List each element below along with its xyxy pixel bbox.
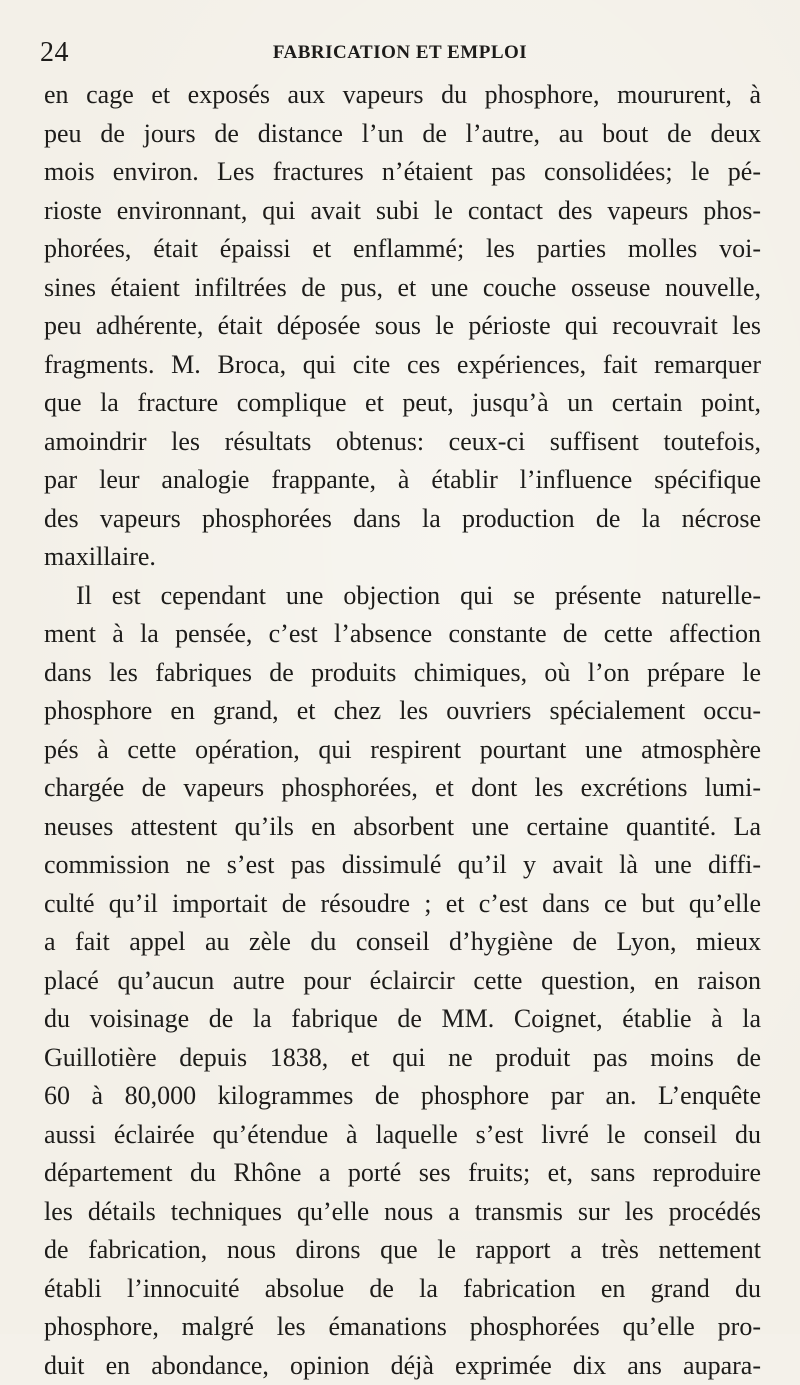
text-line: peu de jours de distance l’un de l’autre, au bout de deux	[44, 115, 761, 154]
text-line: les détails techniques qu’elle nous a transmis sur les procédés	[44, 1193, 761, 1232]
text-line: phorées, était épaissi et enflammé; les parties molles voi-	[44, 230, 761, 269]
paragraph	[44, 577, 761, 1385]
text-line: phosphore, malgré les émanations phosphorées qu’elle pro-	[44, 1308, 761, 1347]
text-line: chargée de vapeurs phosphorées, et dont les excrétions lumi-	[44, 769, 761, 808]
text-line: rioste environnant, qui avait subi le contact des vapeurs phos-	[44, 192, 761, 231]
text-line: peu adhérente, était déposée sous le périoste qui recouvrait les	[44, 307, 761, 346]
text-line: 60 à 80,000 kilogrammes de phosphore par an. L’enquête	[44, 1077, 761, 1116]
text-line: établi l’innocuité absolue de la fabrication en grand du	[44, 1270, 761, 1309]
text-line: neuses attestent qu’ils en absorbent une certaine quantité. La	[44, 808, 761, 847]
text-line: aussi éclairée qu’étendue à laquelle s’est livré le conseil du	[44, 1116, 761, 1155]
text-line: duit en abondance, opinion déjà exprimée dix ans aupara-	[44, 1347, 761, 1385]
text-line: Il est cependant une objection qui se présente naturelle-	[44, 577, 761, 616]
text-line: culté qu’il importait de résoudre ; et c’est dans ce but qu’elle	[44, 885, 761, 924]
text-line: des vapeurs phosphorées dans la production de la nécrose	[44, 500, 761, 539]
text-line: du voisinage de la fabrique de MM. Coignet, établie à la	[44, 1000, 761, 1039]
paragraph	[44, 76, 761, 577]
text-line: Guillotière depuis 1838, et qui ne produit pas moins de	[44, 1039, 761, 1078]
text-line: en cage et exposés aux vapeurs du phosphore, moururent, à	[44, 76, 761, 115]
text-line: dans les fabriques de produits chimiques, où l’on prépare le	[44, 654, 761, 693]
text-line: que la fracture complique et peut, jusqu’à un certain point,	[44, 384, 761, 423]
text-line: placé qu’aucun autre pour éclaircir cette question, en raison	[44, 962, 761, 1001]
page-header	[40, 36, 760, 70]
text-line: fragments. M. Broca, qui cite ces expériences, fait remarquer	[44, 346, 761, 385]
text-line: a fait appel au zèle du conseil d’hygiène de Lyon, mieux	[44, 923, 761, 962]
text-line: ment à la pensée, c’est l’absence constante de cette affection	[44, 615, 761, 654]
page-number: 24	[40, 36, 69, 70]
text-line: de fabrication, nous dirons que le rapport a très nettement	[44, 1231, 761, 1270]
text-line: maxillaire.	[44, 538, 761, 577]
text-line: commission ne s’est pas dissimulé qu’il y avait là une diffi-	[44, 846, 761, 885]
running-title: FABRICATION ET EMPLOI	[40, 40, 760, 66]
text-line: phosphore en grand, et chez les ouvriers spécialement occu-	[44, 692, 761, 731]
body-text	[44, 76, 761, 1385]
text-line: sines étaient infiltrées de pus, et une couche osseuse nouvelle,	[44, 269, 761, 308]
text-line: mois environ. Les fractures n’étaient pas consolidées; le pé-	[44, 153, 761, 192]
text-line: par leur analogie frappante, à établir l’influence spécifique	[44, 461, 761, 500]
text-line: amoindrir les résultats obtenus: ceux-ci suffisent toutefois,	[44, 423, 761, 462]
text-line: département du Rhône a porté ses fruits; et, sans reproduire	[44, 1154, 761, 1193]
text-line: pés à cette opération, qui respirent pourtant une atmosphère	[44, 731, 761, 770]
